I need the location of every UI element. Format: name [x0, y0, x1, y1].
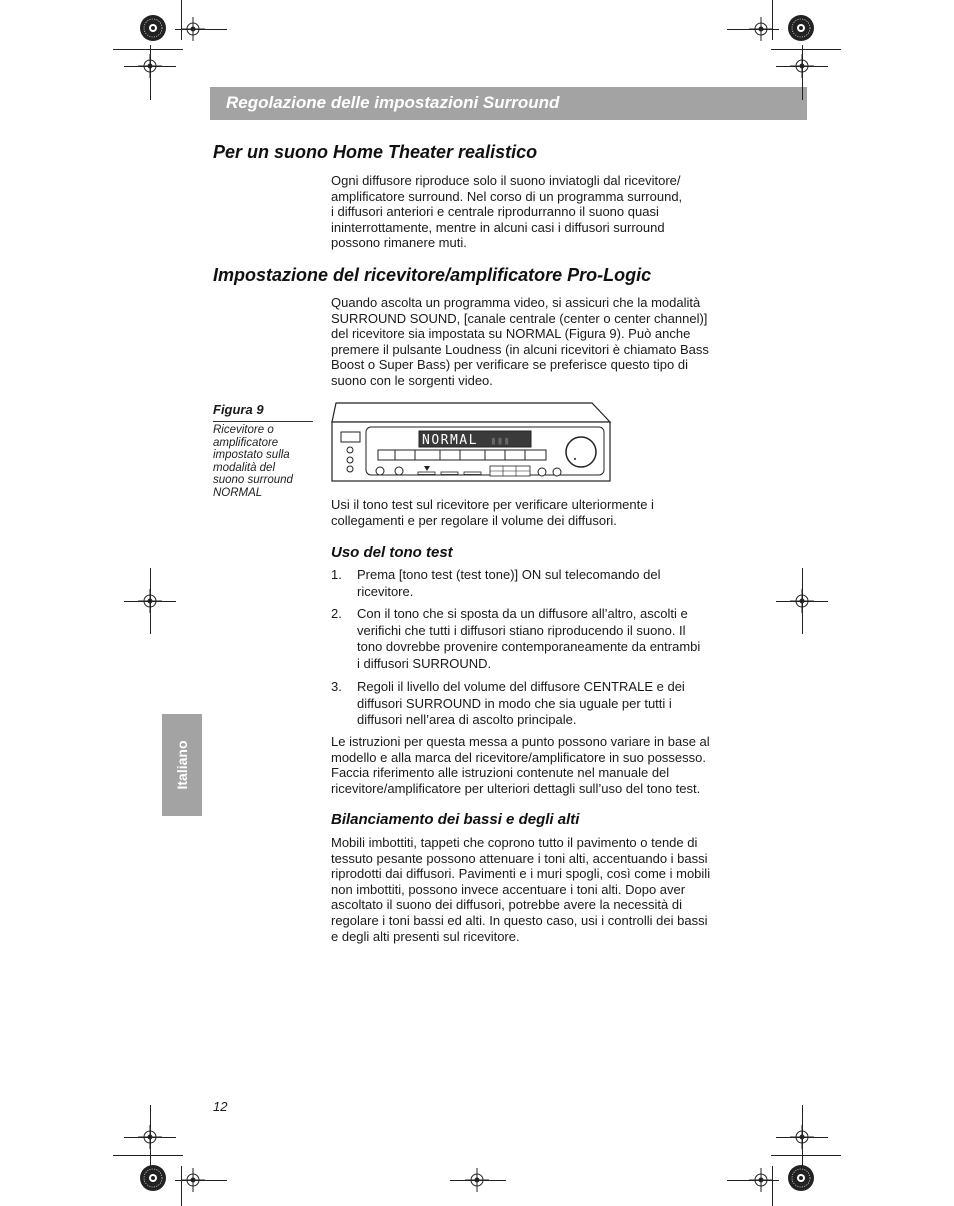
- section2-paragraph: [331, 295, 743, 389]
- figure-rule: [213, 421, 313, 422]
- caption-line: Ricevitore o: [213, 424, 274, 436]
- text-line: ininterrottamente, mentre in alcuni casi i diffusori surround: [331, 219, 665, 235]
- text-line: tessuto pesante possono attenuare i toni alti, accentuando i bassi: [331, 850, 708, 866]
- text-line: Boost o Super Bass) per verificare se preferisce questo tipo di: [331, 357, 688, 373]
- text-line: amplificatore surround. Nel corso di un programma surround,: [331, 188, 683, 204]
- list-number: 2.: [331, 606, 342, 621]
- caption-line: modalità del: [213, 461, 276, 474]
- svg-text:▮▮▮: ▮▮▮: [490, 434, 510, 447]
- subheading-tone-test: Uso del tono test: [331, 544, 453, 561]
- caption-line: impostato sulla: [213, 449, 290, 461]
- text-line: collegamenti e per regolare il volume dei diffusori.: [331, 512, 617, 528]
- figure-label: Figura 9: [213, 402, 264, 417]
- text-line: Faccia riferimento alle istruzioni contenute nel manuale del: [331, 765, 670, 781]
- crop-line: [771, 49, 841, 50]
- text-line: Le istruzioni per questa messa a punto possono variare in base al: [331, 734, 710, 749]
- text-line: regolare i toni bassi ed alti. In questo caso, usi i controlli dei bassi: [331, 912, 708, 928]
- crop-line: [113, 1155, 183, 1156]
- language-tab: [162, 714, 202, 816]
- list-number: 1.: [331, 567, 342, 582]
- receiver-illustration: [330, 402, 612, 484]
- text-line: ascoltato il suono dei diffusori, potrebbe avere la necessità di: [331, 897, 682, 913]
- tone-test-note: [331, 734, 743, 796]
- list-text: Prema [tono test (test tone)] ON sul telecomando del ricevitore.: [357, 567, 661, 599]
- list-text: Con il tono che si sposta da un diffusore all’altro, ascolti e verifichi che tutti i diffusori stiano riproducendo il suono. Il tono dovrebbe provenire contemporaneamente da entrambi i diffusori SURROUND.: [357, 606, 701, 671]
- section2b-paragraph: [331, 497, 743, 528]
- page-number: 12: [213, 1099, 228, 1114]
- balance-paragraph: [331, 835, 743, 944]
- text-line: premere il pulsante Loudness (in alcuni ricevitori è chiamato Bass: [331, 341, 709, 357]
- section-heading-pro-logic: Impostazione del ricevitore/amplificatore Pro-Logic: [213, 265, 652, 285]
- text-line: Ogni diffusore riproduce solo il suono inviatogli dal ricevitore/: [331, 173, 681, 188]
- language-tab-label: Italiano: [174, 740, 190, 790]
- text-line: del ricevitore sia impostata su NORMAL (Figura 9). Può anche: [331, 326, 691, 342]
- text-line: riprodotti dai diffusori. Pavimenti e i muri spogli, così come i mobili: [331, 866, 711, 882]
- caption-line: suono surround: [213, 474, 293, 486]
- display-readout: NORMAL: [422, 433, 478, 448]
- caption-line: NORMAL: [213, 486, 263, 499]
- text-line: possono rimanere muti.: [331, 235, 467, 251]
- subheading-bass-treble: Bilanciamento dei bassi e degli alti: [331, 811, 580, 828]
- crop-line: [771, 1155, 841, 1156]
- banner-title: Regolazione delle impostazioni Surround: [226, 93, 560, 112]
- text-line: i diffusori anteriori e centrale riprodurranno il suono quasi: [331, 204, 659, 220]
- section1-paragraph: [331, 173, 743, 251]
- text-line: e degli alti presenti sul ricevitore.: [331, 928, 520, 944]
- text-line: Quando ascolta un programma video, si assicuri che la modalità: [331, 295, 701, 310]
- text-line: ricevitore/amplificatore per ulteriori dettagli sull’uso del tono test.: [331, 780, 701, 796]
- text-line: modello e alla marca del ricevitore/amplificatore in suo possesso.: [331, 749, 707, 765]
- text-line: suono con le sorgenti video.: [331, 372, 493, 388]
- section-banner: [210, 87, 807, 120]
- crop-line: [113, 49, 183, 50]
- list-text: Regoli il livello del volume del diffusore CENTRALE e dei diffusori SURROUND in modo che sia uguale per tutti i diffusori nell’area di ascolto principale.: [357, 679, 685, 727]
- text-line: Usi il tono test sul ricevitore per verificare ulteriormente i: [331, 497, 654, 512]
- list-number: 3.: [331, 679, 342, 694]
- text-line: Mobili imbottiti, tappeti che coprono tutto il pavimento o tende di: [331, 835, 698, 850]
- text-line: SURROUND SOUND, [canale centrale (center o center channel)]: [331, 310, 708, 326]
- figure-caption: [213, 424, 313, 499]
- section-heading-home-theater: Per un suono Home Theater realistico: [213, 142, 538, 162]
- caption-line: amplificatore: [213, 436, 279, 449]
- text-line: non imbottiti, possono invece accentuare i toni alti. Dopo aver: [331, 881, 686, 897]
